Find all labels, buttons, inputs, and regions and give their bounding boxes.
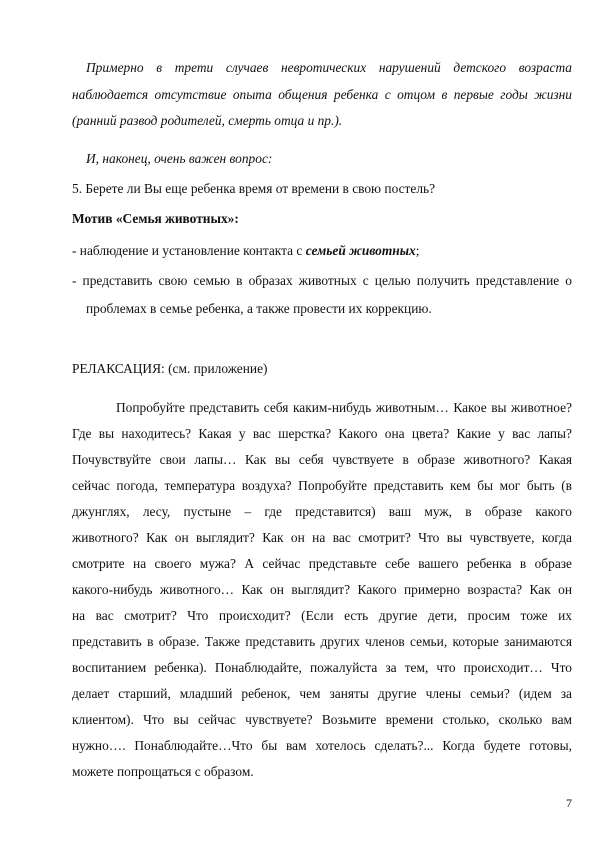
bullet-1	[72, 243, 572, 259]
relaxation-line: клиентом). Что вы сейчас чувствуете? Возьмите времени столько, сколько вам	[72, 712, 572, 727]
relaxation-line: Где вы находитесь? Какая у вас шерстка? Какого она цвета? Какие у вас лапы?	[72, 426, 572, 441]
bullet-1-tail: ;	[415, 243, 420, 258]
bullet-1-text: - наблюдение и установление контакта с	[72, 243, 306, 258]
intro-line-2: наблюдается отсутствие опыта общения ребенка с отцом в первые годы жизни	[72, 87, 572, 102]
bullet-2-line-1: - представить свою семью в образах животных с целью получить представление о	[72, 273, 572, 288]
relaxation-line: смотрите на своего мужа? А сейчас представьте себе вашего ребенка в образе	[72, 556, 572, 571]
question-5: 5. Берете ли Вы еще ребенка время от времени в свою постель?	[72, 181, 436, 196]
bullet-2-line-2: проблемах в семье ребенка, а также провести их коррекцию.	[86, 301, 432, 316]
page-number: 7	[566, 796, 572, 810]
relaxation-line: делает старший, младший ребенок, чем заняты другие члены семьи? (идем за	[72, 686, 572, 701]
motive-title: Мотив «Семья животных»:	[72, 211, 239, 226]
bullet-1-emphasis: семьей животных	[305, 243, 416, 258]
relaxation-line: на вас смотрит? Что происходит? (Если есть другие дети, просим тоже их	[72, 608, 572, 623]
intro-line-1: Примерно в трети случаев невротических нарушений детского возраста	[86, 60, 572, 75]
relaxation-line: сейчас погода, температура воздуха? Попробуйте представить кем бы мог быть (в	[72, 478, 572, 493]
relaxation-line: Почувствуйте свои лапы… Как вы себя чувствуете в образе животного? Какая	[72, 452, 572, 467]
relaxation-line: джунглях, лесу, пустыне – где представится) ваш муж, в образе какого	[72, 504, 572, 519]
relaxation-line: животного? Как он выглядит? Как он на вас смотрит? Что вы чувствуете, когда	[72, 530, 572, 545]
relaxation-line: Попробуйте представить себя каким-нибудь животным… Какое вы животное?	[116, 400, 572, 415]
important-question-line: И, наконец, очень важен вопрос:	[86, 151, 273, 166]
relaxation-line: нужно…. Понаблюдайте…Что бы вам хотелось сделать?... Когда будете готовы,	[72, 738, 572, 753]
intro-line-3: (ранний развод родителей, смерть отца и пр.).	[72, 113, 343, 128]
relaxation-line: воспитанием ребенка). Понаблюдайте, пожалуйста за тем, что происходит… Что	[72, 660, 572, 675]
relaxation-title: РЕЛАКСАЦИЯ: (см. приложение)	[72, 361, 268, 376]
relaxation-line: какого-нибудь животного… Как он выглядит? Какого примерно возраста? Как он	[72, 582, 572, 597]
relaxation-line: можете попрощаться с образом.	[72, 764, 254, 779]
relaxation-line: представить в образе. Также представить других членов семьи, которые занимаются	[72, 634, 572, 649]
